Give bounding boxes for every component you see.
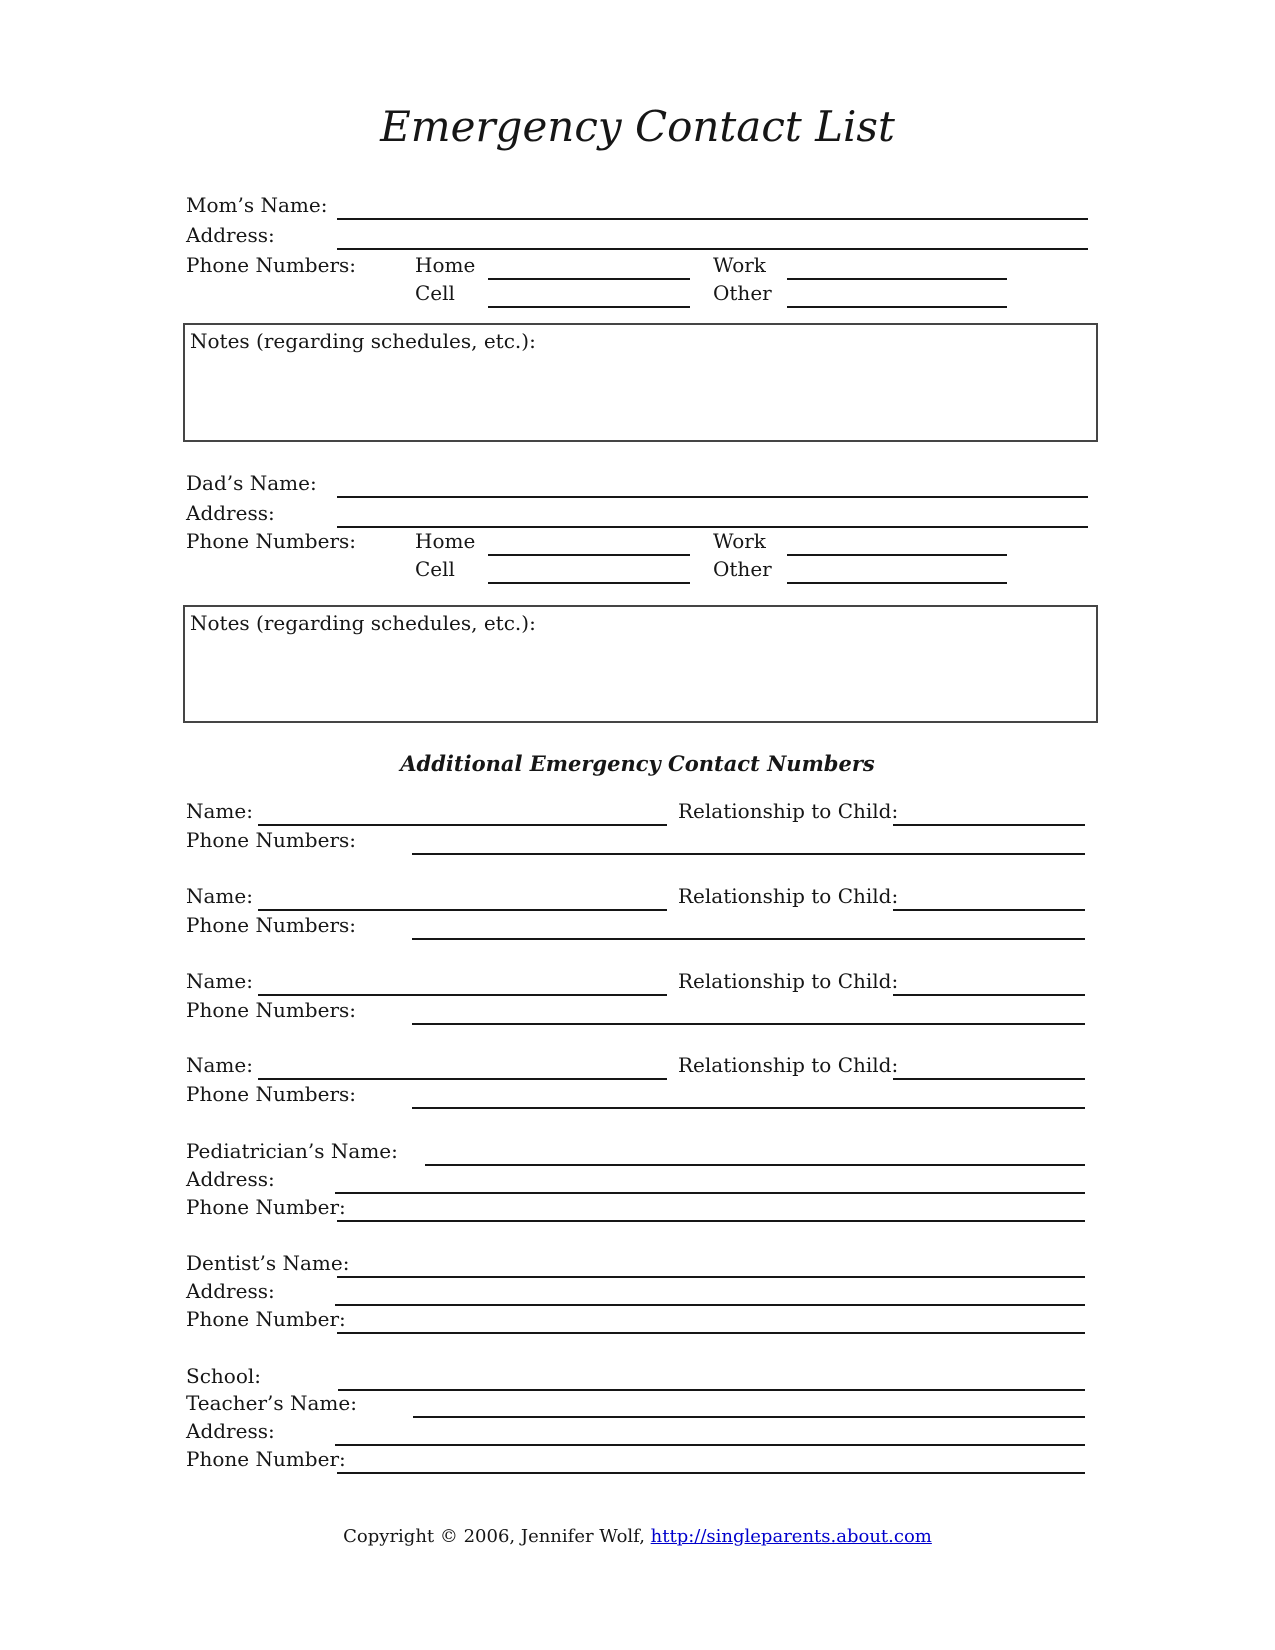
mom-address-label: Address: <box>186 223 275 247</box>
copyright-link[interactable]: http://singleparents.about.com <box>650 1526 932 1547</box>
dad-address-label: Address: <box>186 501 275 525</box>
school-blank[interactable] <box>338 1363 1085 1391</box>
dentist-phone-label: Phone Number: <box>186 1307 346 1331</box>
dad-work-label: Work <box>713 529 766 553</box>
school-address-blank[interactable] <box>335 1418 1085 1446</box>
mom-notes-label: Notes (regarding schedules, etc.): <box>190 329 536 353</box>
contact-name-label: Name: <box>186 1053 253 1077</box>
dad-cell-blank[interactable] <box>488 556 690 584</box>
dentist-name-blank[interactable] <box>337 1250 1085 1278</box>
pediatrician-name-label: Pediatrician’s Name: <box>186 1139 398 1163</box>
contact-relationship-blank[interactable] <box>893 1052 1085 1080</box>
contact-relationship-label: Relationship to Child: <box>678 1053 899 1077</box>
contact-phone-blank[interactable] <box>412 997 1085 1025</box>
dentist-name-label: Dentist’s Name: <box>186 1251 350 1275</box>
mom-cell-blank[interactable] <box>488 280 690 308</box>
school-label: School: <box>186 1364 261 1388</box>
dentist-address-label: Address: <box>186 1279 275 1303</box>
contact-phone-blank[interactable] <box>412 1081 1085 1109</box>
contact-relationship-blank[interactable] <box>893 798 1085 826</box>
dentist-phone-blank[interactable] <box>337 1306 1085 1334</box>
pediatrician-phone-label: Phone Number: <box>186 1195 346 1219</box>
pediatrician-phone-blank[interactable] <box>337 1194 1085 1222</box>
additional-contacts-heading: Additional Emergency Contact Numbers <box>400 751 875 776</box>
mom-home-blank[interactable] <box>488 252 690 280</box>
mom-phone-numbers-label: Phone Numbers: <box>186 253 356 277</box>
mom-other-label: Other <box>713 281 772 305</box>
dad-other-blank[interactable] <box>787 556 1007 584</box>
page-title: Emergency Contact List <box>380 102 895 151</box>
contact-name-label: Name: <box>186 799 253 823</box>
contact-phone-label: Phone Numbers: <box>186 1082 356 1106</box>
mom-notes-box[interactable] <box>183 323 1098 442</box>
mom-address-blank[interactable] <box>337 222 1088 250</box>
dad-address-blank[interactable] <box>337 500 1088 528</box>
mom-cell-label: Cell <box>415 281 455 305</box>
dad-notes-label: Notes (regarding schedules, etc.): <box>190 611 536 635</box>
mom-name-label: Mom’s Name: <box>186 193 328 217</box>
contact-relationship-blank[interactable] <box>893 968 1085 996</box>
dad-other-label: Other <box>713 557 772 581</box>
contact-name-blank[interactable] <box>258 883 667 911</box>
dad-home-label: Home <box>415 529 476 553</box>
contact-name-label: Name: <box>186 969 253 993</box>
contact-relationship-label: Relationship to Child: <box>678 799 899 823</box>
pediatrician-name-blank[interactable] <box>425 1138 1085 1166</box>
mom-work-label: Work <box>713 253 766 277</box>
contact-name-blank[interactable] <box>258 798 667 826</box>
dad-name-label: Dad’s Name: <box>186 471 317 495</box>
dad-home-blank[interactable] <box>488 528 690 556</box>
school-phone-blank[interactable] <box>337 1446 1085 1474</box>
contact-phone-label: Phone Numbers: <box>186 913 356 937</box>
mom-name-blank[interactable] <box>337 192 1088 220</box>
school-phone-label: Phone Number: <box>186 1447 346 1471</box>
footer <box>0 1524 1275 1550</box>
contact-relationship-blank[interactable] <box>893 883 1085 911</box>
school-address-label: Address: <box>186 1419 275 1443</box>
dentist-address-blank[interactable] <box>335 1278 1085 1306</box>
contact-relationship-label: Relationship to Child: <box>678 969 899 993</box>
copyright-text: Copyright © 2006, Jennifer Wolf, <box>343 1526 651 1547</box>
teacher-name-label: Teacher’s Name: <box>186 1391 357 1415</box>
contact-phone-label: Phone Numbers: <box>186 998 356 1022</box>
dad-notes-box[interactable] <box>183 605 1098 723</box>
contact-phone-label: Phone Numbers: <box>186 828 356 852</box>
dad-work-blank[interactable] <box>787 528 1007 556</box>
mom-other-blank[interactable] <box>787 280 1007 308</box>
mom-work-blank[interactable] <box>787 252 1007 280</box>
dad-cell-label: Cell <box>415 557 455 581</box>
mom-home-label: Home <box>415 253 476 277</box>
pediatrician-address-label: Address: <box>186 1167 275 1191</box>
contact-relationship-label: Relationship to Child: <box>678 884 899 908</box>
contact-phone-blank[interactable] <box>412 912 1085 940</box>
contact-name-blank[interactable] <box>258 1052 667 1080</box>
pediatrician-address-blank[interactable] <box>335 1166 1085 1194</box>
contact-name-blank[interactable] <box>258 968 667 996</box>
contact-name-label: Name: <box>186 884 253 908</box>
dad-phone-numbers-label: Phone Numbers: <box>186 529 356 553</box>
dad-name-blank[interactable] <box>337 470 1088 498</box>
teacher-name-blank[interactable] <box>413 1390 1085 1418</box>
contact-phone-blank[interactable] <box>412 827 1085 855</box>
